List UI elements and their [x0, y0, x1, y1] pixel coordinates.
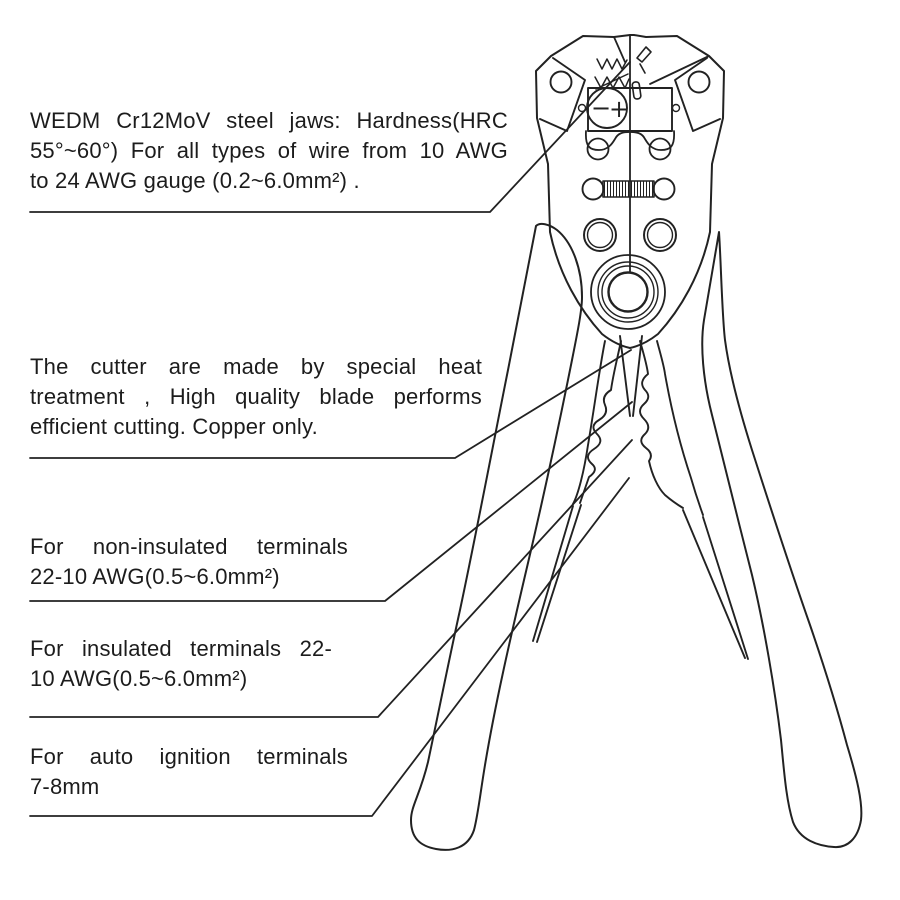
serration-teeth [595, 59, 629, 89]
left-jaw-face [614, 37, 625, 62]
annotation-line: 7-8mm [30, 774, 100, 799]
annotation-non-insulated [30, 532, 348, 592]
dial-plus-label: + [609, 95, 630, 123]
annotation-cutter [30, 352, 482, 442]
annotation-line: The cutter are made by special heat [30, 354, 482, 379]
annotation-line: treatment , High quality blade performs [30, 384, 482, 409]
annotation-line: efficient cutting. Copper only. [30, 414, 318, 439]
right-wing-hole [689, 72, 710, 93]
right-jaw-tail [683, 510, 745, 658]
dial-minus-label: − [591, 94, 612, 122]
blade-marks [632, 47, 651, 99]
stripping-jaws [533, 336, 748, 659]
tool-head [536, 35, 724, 348]
right-jaw-face [650, 56, 709, 84]
annotation-line: 22-10 AWG(0.5~6.0mm²) [30, 564, 280, 589]
annotation-line: 10 AWG(0.5~6.0mm²) [30, 666, 248, 691]
left-wing-hole [551, 72, 572, 93]
pivot-bolt [591, 255, 665, 329]
annotation-line: 55°~60°) For all types of wire from 10 AWG [30, 138, 508, 163]
right-handle [702, 232, 861, 847]
annotation-auto-ignition [30, 742, 348, 802]
crimp-station [583, 179, 675, 200]
annotation-insulated [30, 634, 332, 694]
right-nub [673, 105, 680, 112]
annotation-line: For insulated terminals 22- [30, 636, 332, 661]
annotation-line: For auto ignition terminals [30, 744, 348, 769]
annotation-line: For non-insulated terminals [30, 534, 348, 559]
annotation-steel-jaws [30, 106, 508, 196]
annotation-line: to 24 AWG gauge (0.2~6.0mm²) . [30, 168, 360, 193]
annotation-line: WEDM Cr12MoV steel jaws: Hardness(HRC [30, 108, 508, 133]
left-handle [411, 224, 582, 850]
